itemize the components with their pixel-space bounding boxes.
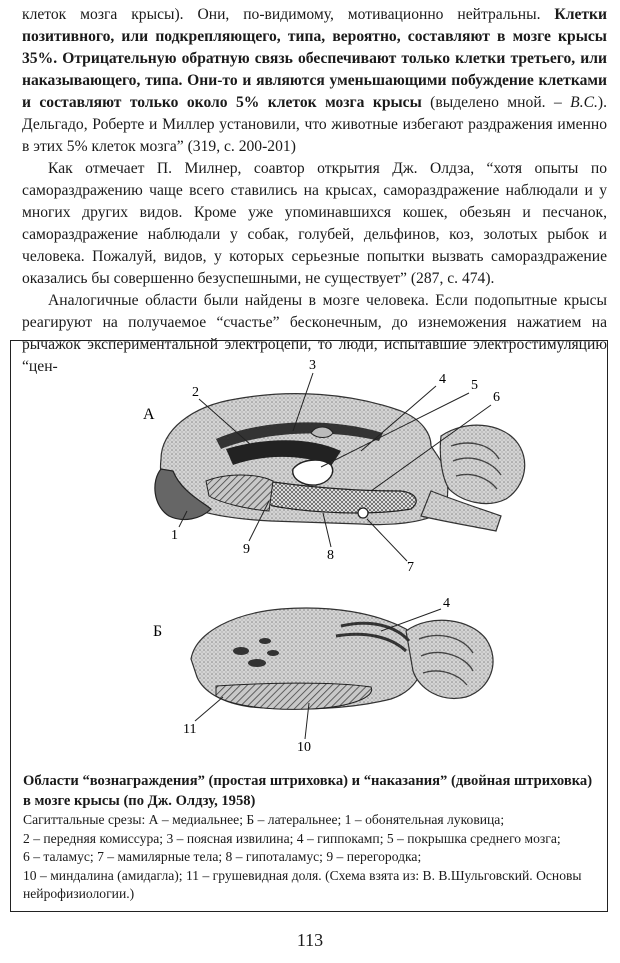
label-7: 7 [407, 560, 414, 575]
label-8: 8 [327, 548, 334, 563]
body-text [22, 4, 607, 378]
paragraph-1-bold-text: Клетки позитивного, или подкрепляющего, типа, вероятно, составляют в мозге крысы 35%. Отрицательную обратную связь обеспечивают только клетки третьего, или наказывающего, типа. Они-то и являются уменьшающими побуждение клетками и составляют только около 5% клеток мозга крысы [22, 6, 607, 111]
page-number: 113 [296, 930, 324, 950]
paragraph-1 [22, 4, 607, 158]
caption-line: 10 – миндалина (амидагла); 11 – грушевидная доля. (Схема взята из: В. В.Шульговский. Основы нейрофизиологии.) [23, 867, 582, 902]
brain-diagram [11, 341, 609, 771]
brain-section-b [153, 596, 493, 755]
label-10: 10 [297, 740, 311, 755]
section-a-label: А [143, 406, 155, 423]
section-b-label: Б [153, 623, 163, 640]
brain-section-a [143, 358, 525, 575]
caption-title: Области “вознаграждения” (простая штриховка) и “наказания” (двойная штриховка) в мозге крысы (по Дж. Олдзу, 1958) [23, 773, 593, 809]
paragraph-1-text-2: (выделено мной. – [421, 94, 571, 111]
label-5: 5 [471, 378, 478, 393]
label-6: 6 [493, 390, 500, 405]
paragraph-2: Как отмечает П. Милнер, соавтор открытия Дж. Олдза, “хотя опыты по самораздражению чаще всего ставились на крысах, самораздражение наблюдали и у многих других видов. Кроме уже упоминавшихся кошек, обезьян и песчанок, самораздражение наблюдали у собак, голубей, дельфинов, коз, золотых рыбок и человека. Пожалуй, видов, у которых серьезные попытки вызвать самораздражение оказались бы совершенно безуспешными, не существует” (287, с. 474). [22, 160, 607, 287]
label-4: 4 [439, 372, 446, 387]
label-9: 9 [243, 542, 250, 557]
label-4b: 4 [443, 596, 450, 611]
label-11: 11 [183, 722, 197, 737]
paragraph-1-text: клеток мозга крысы). Они, по-видимому, мотивационно нейтральны. [22, 6, 555, 23]
brain-figure [10, 340, 608, 912]
caption-line: 2 – передняя комиссура; 3 – поясная извилина; 4 – гиппокамп; 5 – покрышка среднего мозга; [23, 830, 561, 846]
paragraph-3: Аналогичные области были найдены в мозге человека. Если подопытные крысы реагируют на получаемое “счастье” бесконечным, до изнеможения нажатием на рычажок экспериментальной электроцепи, то люди, испытавшие электростимуляцию “цен- [22, 292, 607, 375]
caption-line: 6 – таламус; 7 – мамилярные тела; 8 – гипоталамус; 9 – перегородка; [23, 849, 422, 865]
label-3: 3 [309, 358, 316, 373]
figure-caption [23, 771, 593, 904]
paragraph-1-text-3: ). Дельгадо, Роберте и Миллер установили, что животные избегают раздражения именно в этих 5% клеток мозга” (319, с. 200-201) [22, 94, 607, 155]
caption-line: Сагиттальные срезы: А – медиальнее; Б – латеральнее; 1 – обонятельная луковица; [23, 812, 505, 827]
author-initials: В.С. [570, 94, 598, 111]
label-2: 2 [192, 385, 199, 400]
label-1: 1 [171, 528, 178, 543]
